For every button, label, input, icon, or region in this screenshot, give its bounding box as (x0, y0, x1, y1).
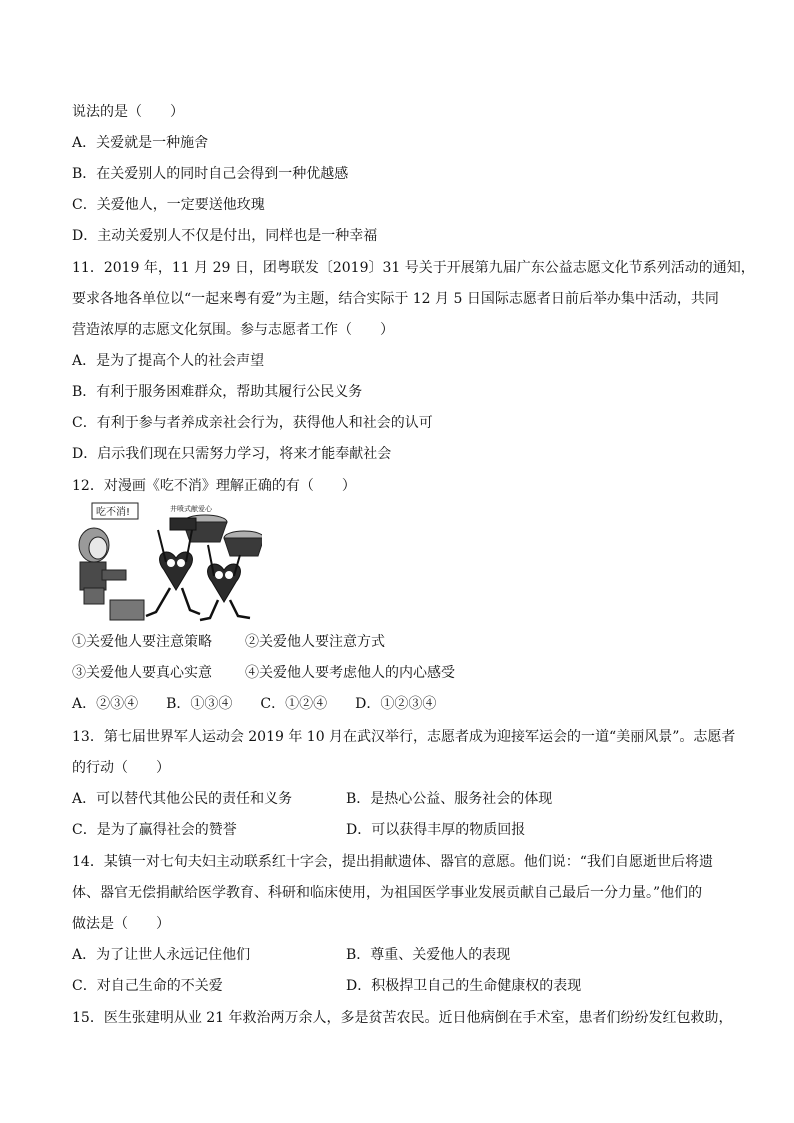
q11-stem-line-2: 要求各地各单位以“一起来粤有爱”为主题，结合实际于 12 月 5 日国际志愿者日前后举办集中活动，共同 (72, 291, 719, 307)
q15-stem-line-1: 15．医生张建明从业 21 年救治两万余人，多是贫苦农民。近日他病倒在手术室，患者们纷纷发红包救助， (72, 1010, 733, 1026)
q13-option-b: B．是热心公益、服务社会的体现 (346, 791, 553, 807)
cartoon-speech-text: 吃不消! (96, 507, 131, 518)
q11-option-c: C．有利于参与者养成亲社会行为，获得他人和社会的认可 (72, 415, 433, 431)
cartoon-caption-text: 井喷式献爱心 (170, 505, 212, 513)
q11-stem-line-1: 11．2019 年，11 月 29 日，团粤联发〔2019〕31 号关于开展第九届广东公益志愿文化节系列活动的通知， (72, 260, 755, 276)
q13-option-c: C．是为了赢得社会的赞誉 (72, 822, 237, 838)
q11-stem-line-3: 营造浓厚的志愿文化氛围。参与志愿者工作（ ） (72, 322, 394, 338)
q12-statement-3: ③关爱他人要真心实意 (72, 665, 212, 681)
q12-stem: 12．对漫画《吃不消》理解正确的有（ ） (72, 478, 356, 494)
q14-option-b: B．尊重、关爱他人的表现 (346, 947, 511, 963)
q10-option-c: C．关爱他人，一定要送他玫瑰 (72, 197, 265, 213)
q12-options: A．②③④ B．①③④ C．①②④ D．①②③④ (72, 696, 437, 712)
q10-stem-tail: 说法的是（ ） (72, 104, 184, 120)
q11-option-d: D．启示我们现在只需努力学习，将来才能奉献社会 (72, 446, 392, 462)
q14-stem-line-1: 14．某镇一对七旬夫妇主动联系红十字会，提出捐献遗体、器官的意愿。他们说：“我们自愿逝世后将遗 (72, 854, 713, 870)
q14-stem-line-3: 做法是（ ） (72, 916, 170, 932)
q14-option-d: D．积极捍卫自己的生命健康权的表现 (346, 978, 582, 994)
q13-stem-line-2: 的行动（ ） (72, 760, 170, 776)
q12-statement-2: ②关爱他人要注意方式 (245, 634, 385, 650)
q14-option-c: C．对自己生命的不关爱 (72, 978, 223, 994)
cartoon-illustration (72, 500, 262, 625)
q10-option-d: D．主动关爱别人不仅是付出，同样也是一种幸福 (72, 228, 378, 244)
q13-stem-line-1: 13．第七届世界军人运动会 2019 年 10 月在武汉举行，志愿者成为迎接军运会的一道“美丽风景”。志愿者 (72, 729, 736, 745)
q14-option-a: A．为了让世人永远记住他们 (72, 947, 251, 963)
q11-option-b: B．有利于服务困难群众，帮助其履行公民义务 (72, 384, 363, 400)
q12-statement-4: ④关爱他人要考虑他人的内心感受 (245, 665, 455, 681)
q12-statement-1: ①关爱他人要注意策略 (72, 634, 212, 650)
q10-option-b: B．在关爱别人的同时自己会得到一种优越感 (72, 166, 349, 182)
q10-option-a: A．关爱就是一种施舍 (72, 135, 209, 151)
q11-option-a: A．是为了提高个人的社会声望 (72, 353, 265, 369)
q14-stem-line-2: 体、器官无偿捐献给医学教育、科研和临床使用，为祖国医学事业发展贡献自己最后一分力量。”他们的 (72, 885, 703, 901)
q13-option-d: D．可以获得丰厚的物质回报 (346, 822, 526, 838)
q13-option-a: A．可以替代其他公民的责任和义务 (72, 791, 293, 807)
